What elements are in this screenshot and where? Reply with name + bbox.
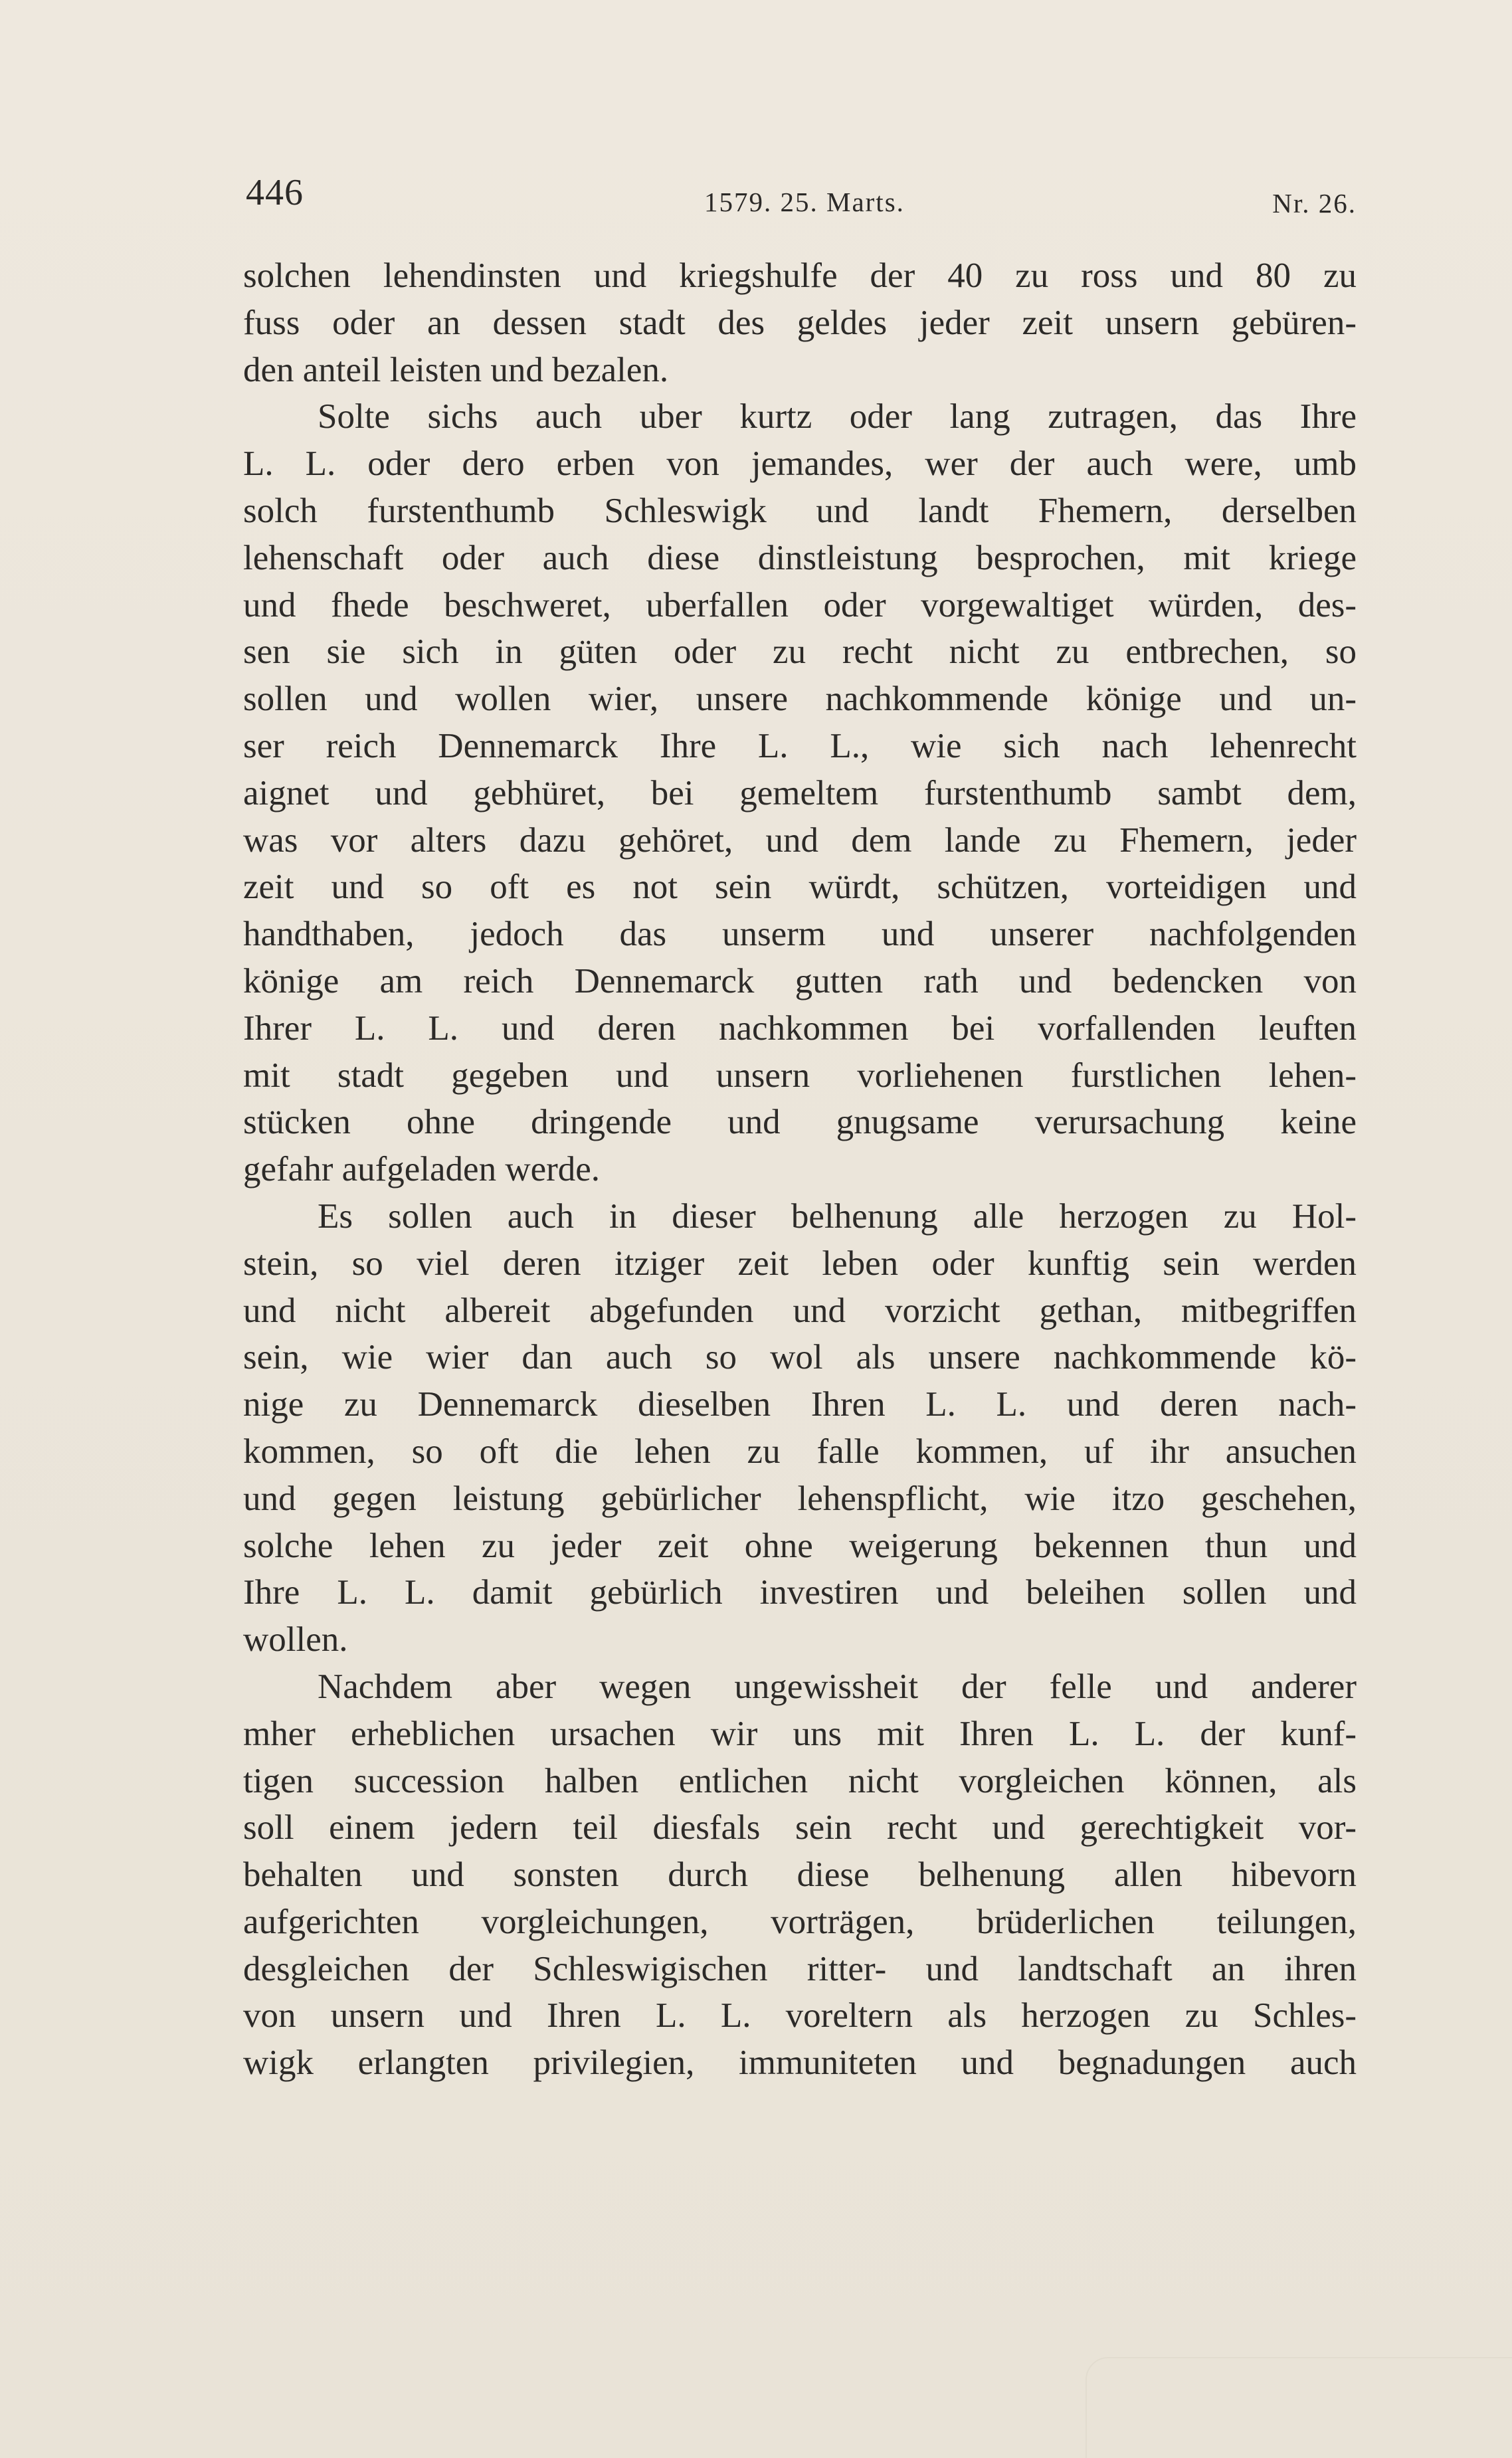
text-line: sen sie sich in güten oder zu recht nicht zu entbrechen, so: [243, 632, 1357, 672]
text-line: gefahr aufgeladen werde.: [243, 1150, 601, 1189]
text-line: behalten und sonsten durch diese belhenung allen hibevorn: [243, 1855, 1357, 1895]
text-line: was vor alters dazu gehöret, und dem lande zu Fhemern, jeder: [243, 820, 1357, 860]
running-head: [246, 165, 1357, 218]
text-line: von unsern und Ihren L. L. voreltern als herzogen zu Schles-: [243, 1996, 1357, 2035]
paragraph-start: Es sollen auch in dieser belhenung alle herzogen zu Hol-: [318, 1196, 1357, 1236]
text-line: aufgerichten vorgleichungen, vorträgen, brüderlichen teilungen,: [243, 1902, 1357, 1941]
document-date: 1579. 25. Marts.: [704, 187, 905, 217]
text-line: solch furstenthumb Schleswigk und landt Fhemern, derselben: [243, 491, 1357, 530]
text-line: mher erheblichen ursachen wir uns mit Ihren L. L. der kunf-: [243, 1714, 1357, 1753]
text-line: ser reich Dennemarck Ihre L. L., wie sich nach lehenrecht: [243, 726, 1357, 765]
text-line: mit stadt gegeben und unsern vorliehenen furstlichen lehen-: [243, 1056, 1357, 1095]
text-line: soll einem jedern teil diesfals sein recht und gerechtigkeit vor-: [243, 1808, 1357, 1847]
text-line: lehenschaft oder auch diese dinstleistung besprochen, mit kriege: [243, 538, 1357, 577]
body-text: [243, 252, 1357, 2087]
text-line: Ihrer L. L. und deren nachkommen bei vorfallenden leuften: [243, 1008, 1357, 1048]
text-line: stein, so viel deren itziger zeit leben oder kunftig sein werden: [243, 1244, 1357, 1283]
text-line: sein, wie wier dan auch so wol als unsere nachkommende kö-: [243, 1338, 1357, 1377]
text-line: stücken ohne dringende und gnugsame verursachung keine: [243, 1103, 1357, 1142]
document-number: Nr. 26.: [1272, 188, 1357, 219]
text-line: handthaben, jedoch das unserm und unserer nachfolgenden: [243, 915, 1357, 954]
text-line: desgleichen der Schleswigischen ritter- und landtschaft an ihren: [243, 1949, 1357, 1988]
text-line: Ihre L. L. damit gebürlich investiren und beleihen sollen und: [243, 1573, 1357, 1612]
text-line: nige zu Dennemarck dieselben Ihren L. L. und deren nach-: [243, 1385, 1357, 1424]
page-corner-fold: [1086, 2357, 1512, 2458]
text-line: und gegen leistung gebürlicher lehenspflicht, wie itzo geschehen,: [243, 1479, 1357, 1518]
text-line: kommen, so oft die lehen zu falle kommen, uf ihr ansuchen: [243, 1432, 1357, 1471]
text-line: und fhede beschweret, uberfallen oder vorgewaltiget würden, des-: [243, 585, 1357, 624]
text-line: wollen.: [243, 1620, 348, 1659]
text-line: solchen lehendinsten und kriegshulfe der 40 zu ross und 80 zu: [243, 256, 1357, 295]
text-line: fuss oder an dessen stadt des geldes jeder zeit unsern gebüren-: [243, 303, 1357, 342]
text-line: aignet und gebhüret, bei gemeltem furstenthumb sambt dem,: [243, 773, 1357, 812]
text-line: zeit und so oft es not sein würdt, schützen, vorteidigen und: [243, 868, 1357, 907]
page-number: 446: [246, 172, 304, 213]
text-line: sollen und wollen wier, unsere nachkommende könige und un-: [243, 680, 1357, 719]
text-line: solche lehen zu jeder zeit ohne weigerung bekennen thun und: [243, 1526, 1357, 1565]
paragraph-start: Solte sichs auch uber kurtz oder lang zutragen, das Ihre: [318, 397, 1357, 436]
paragraph-start: Nachdem aber wegen ungewissheit der felle und anderer: [318, 1667, 1357, 1706]
text-line: L. L. oder dero erben von jemandes, wer der auch were, umb: [243, 444, 1357, 484]
text-line: könige am reich Dennemarck gutten rath und bedencken von: [243, 961, 1357, 1000]
text-line: und nicht albereit abgefunden und vorzicht gethan, mitbegriffen: [243, 1291, 1357, 1330]
text-line: wigk erlangten privilegien, immuniteten und begnadungen auch: [243, 2043, 1357, 2083]
text-line: tigen succession halben entlichen nicht vorgleichen können, als: [243, 1761, 1357, 1800]
text-line: den anteil leisten und bezalen.: [243, 350, 669, 389]
